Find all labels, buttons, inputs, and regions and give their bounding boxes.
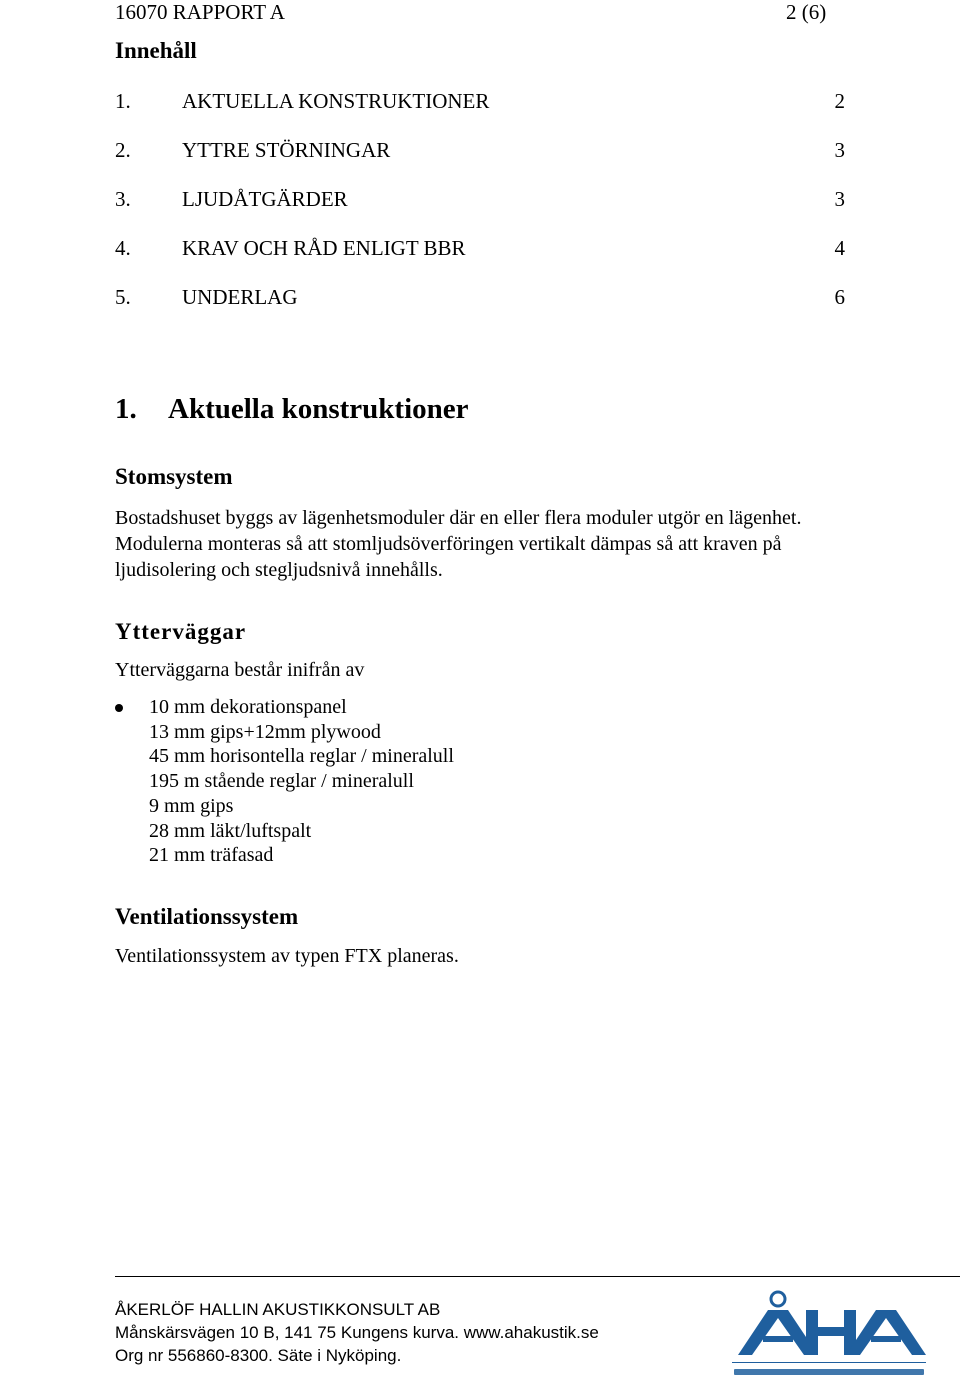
toc-title: Innehåll (115, 38, 197, 63)
toc-item (115, 187, 845, 217)
toc-item-page: 2 (834, 89, 845, 113)
layer-item: 195 m stående reglar / mineralull (149, 770, 414, 793)
section-title: Aktuella konstruktioner (168, 393, 469, 425)
layer-item: 28 mm läkt/luftspalt (149, 819, 312, 842)
toc-item-page: 4 (834, 236, 845, 260)
toc-item (115, 285, 845, 315)
yttervaggar-intro: Ytterväggarna består inifrån av (115, 659, 365, 681)
stomsystem-heading: Stomsystem (115, 464, 233, 489)
layer-item: 10 mm dekorationspanel (149, 696, 347, 718)
layer-item: 21 mm träfasad (149, 844, 274, 867)
page-indicator: 2 (6) (786, 0, 827, 24)
toc-item-number: 3. (115, 187, 131, 211)
footer-address: Månskärsvägen 10 B, 141 75 Kungens kurva. www.ahakustik.se (115, 1323, 599, 1342)
layer-list-lines (149, 695, 454, 868)
toc-item-page: 3 (834, 138, 845, 162)
section-heading (115, 393, 469, 426)
logo-underline (732, 1362, 926, 1363)
stomsystem-body: Bostadshuset byggs av lägenhetsmoduler där en eller flera moduler utgör en lägenhet. Modulerna monteras så att stomljudsöverföringen vertikalt dämpas så att kraven på ljudisolering och stegljudsnivå innehålls. (115, 507, 802, 581)
layer-item: 13 mm gips+12mm plywood (149, 720, 381, 743)
toc-item (115, 138, 845, 168)
toc-item (115, 89, 845, 119)
bullet-icon (115, 704, 123, 712)
toc-item-number: 4. (115, 236, 131, 260)
yttervaggar-heading: Ytterväggar (115, 619, 247, 644)
toc-item-title: YTTRE STÖRNINGAR (182, 138, 391, 162)
ventilation-heading: Ventilationssystem (115, 904, 299, 929)
toc-item-number: 2. (115, 138, 131, 162)
toc-item-title: AKTUELLA KONSTRUKTIONER (182, 89, 490, 113)
logo-monogram (738, 1292, 926, 1355)
toc-item-title: UNDERLAG (182, 285, 298, 309)
aha-logo (728, 1290, 928, 1385)
footer-company: ÅKERLÖF HALLIN AKUSTIKKONSULT AB (115, 1300, 441, 1319)
logo-tagline-mark (734, 1369, 924, 1375)
footer-divider (115, 1276, 960, 1277)
toc-item-page: 6 (834, 285, 845, 309)
section-number: 1. (115, 393, 137, 425)
layer-item: 9 mm gips (149, 794, 234, 817)
toc-item-title: LJUDÅTGÄRDER (182, 187, 348, 211)
toc-item (115, 236, 845, 266)
ventilation-body: Ventilationssystem av typen FTX planeras. (115, 945, 459, 967)
toc-item-number: 5. (115, 285, 131, 309)
toc-item-page: 3 (834, 187, 845, 211)
report-id: 16070 RAPPORT A (115, 0, 285, 24)
layer-item: 45 mm horisontella reglar / mineralull (149, 745, 454, 768)
footer-org: Org nr 556860-8300. Säte i Nyköping. (115, 1346, 402, 1365)
toc-item-title: KRAV OCH RÅD ENLIGT BBR (182, 236, 466, 260)
toc-item-number: 1. (115, 89, 131, 113)
